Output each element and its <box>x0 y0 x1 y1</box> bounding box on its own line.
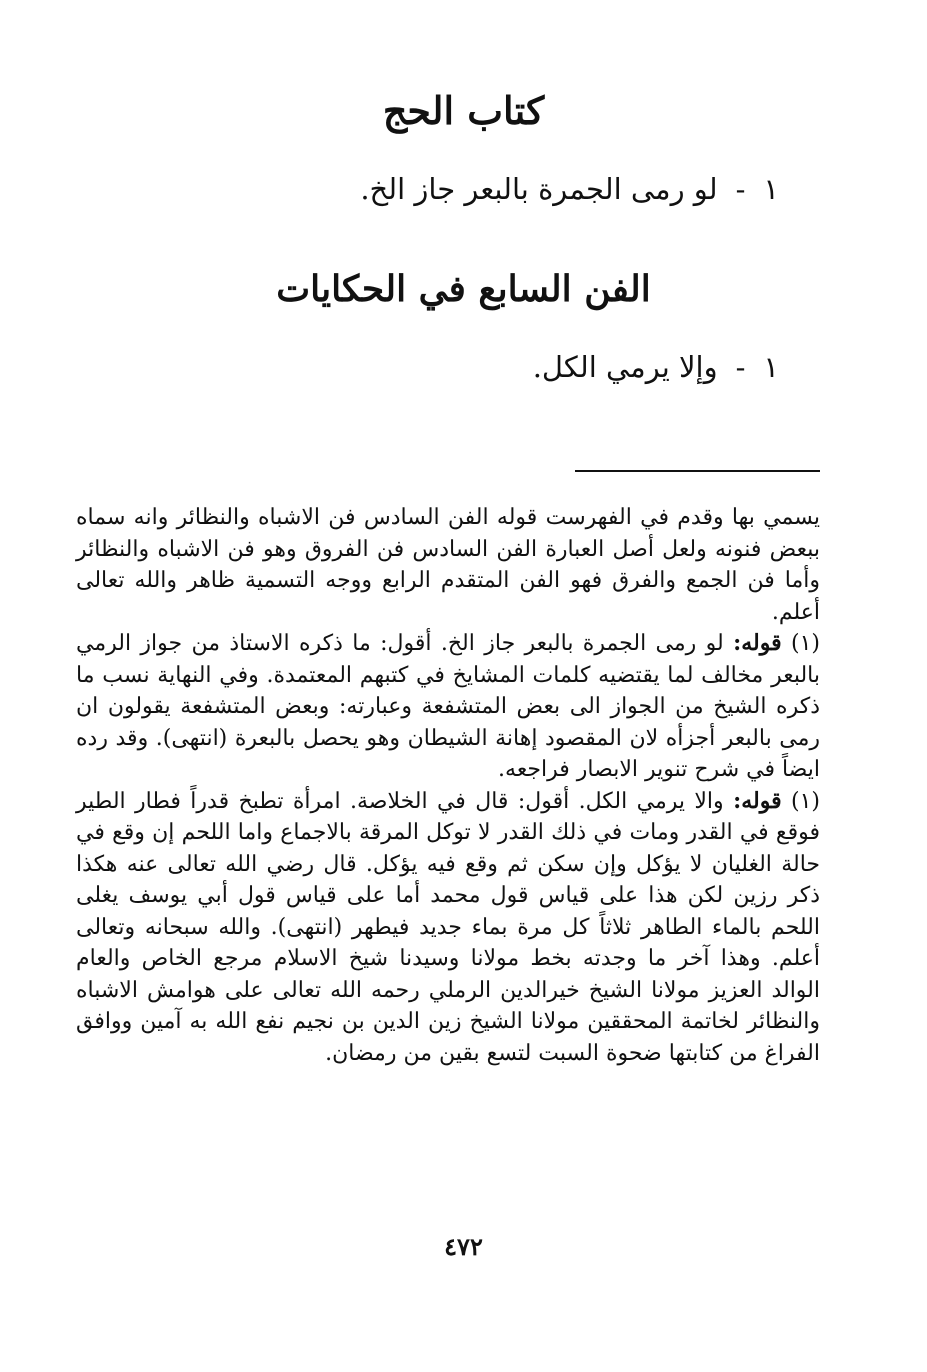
section-item-text: وإلا يرمي الكل. <box>532 350 718 384</box>
chapter-item-dash: - <box>735 172 746 206</box>
section-item-dash: - <box>735 350 746 384</box>
chapter-title: كتاب الحج <box>382 88 545 133</box>
section-item <box>533 350 779 384</box>
footnote-1-label: قوله: <box>733 630 782 656</box>
section-item-number: ١ <box>763 350 779 384</box>
footnote-1-text: لو رمى الجمرة بالبعر جاز الخ. أقول: ما ذكره الاستاذ من جواز الرمي بالبعر مخالف لما يقتضيه كلمات المشايخ في كتبهم المعتمدة. وفي النهاية نسب ما ذكره الشيخ من الجواز الى بعض المتشفعة وعبارته: وبعض المتشفعة يقولون ان رمى بالبعر أجزأه لان المقصود إهانة الشيطان وهو يحصل بالبعرة (انتهى). وقد رده ايضاً في شرح تنوير الابصار فراجعه. <box>76 631 820 782</box>
footnote-1-marker: (١) <box>790 631 820 656</box>
footnote-2 <box>76 786 820 1070</box>
footnote-2-text: والا يرمي الكل. أقول: قال في الخلاصة. امرأة تطبخ قدراً فطار الطير فوقع في القدر ومات في ذلك القدر لا توكل المرقة بالاجماع واما اللحم إن وقع في حالة الغليان لا يؤكل وإن سكن ثم وقع فيه يؤكل. قال رضي الله تعالى عنه هكذا ذكر رزين لكن هذا على قياس قول محمد أما على قياس قول أبي يوسف يغلى اللحم بالماء الطاهر ثلاثاً كل مرة بماء جديد فيطهر (انتهى). والله سبحانه وتعالى أعلم. وهذا آخر ما وجدته بخط مولانا وسيدنا شيخ الاسلام مرجع الخاص والعام الوالد العزيز مولانا الشيخ خيرالدين الرملي رحمه الله تعالى على هوامش الاشباه والنظائر لخاتمة المحققين مولانا الشيخ زين الدين بن نجيم نفع الله به آمين ووافق الفراغ من كتابتها ضحوة السبت لتسع بقين من رمضان. <box>76 788 820 1066</box>
chapter-item-number: ١ <box>763 172 779 206</box>
footnotes <box>76 502 820 1069</box>
page-number: ٤٧٢ <box>444 1232 483 1261</box>
section-title: الفن السابع في الحكايات <box>276 268 651 310</box>
footnote-1 <box>76 628 820 786</box>
footnote-2-marker: (١) <box>791 788 821 814</box>
footnote-2-label: قوله: <box>733 787 782 814</box>
chapter-item-text: لو رمى الجمرة بالبعر جاز الخ. <box>360 172 718 206</box>
footnote-separator <box>575 470 820 472</box>
footnote-intro: يسمي بها وقدم في الفهرست قوله الفن السادس فن الاشباه والنظائر وانه سماه ببعض فنونه ولعل أصل العبارة الفن السادس فن الفروق وهو فن الاشباه والنظائر وأما فن الجمع والفرق فهو الفن المتقدم الرابع ووجه التسمية ظاهر والله تعالى أعلم. <box>76 505 820 625</box>
chapter-item <box>360 172 779 206</box>
